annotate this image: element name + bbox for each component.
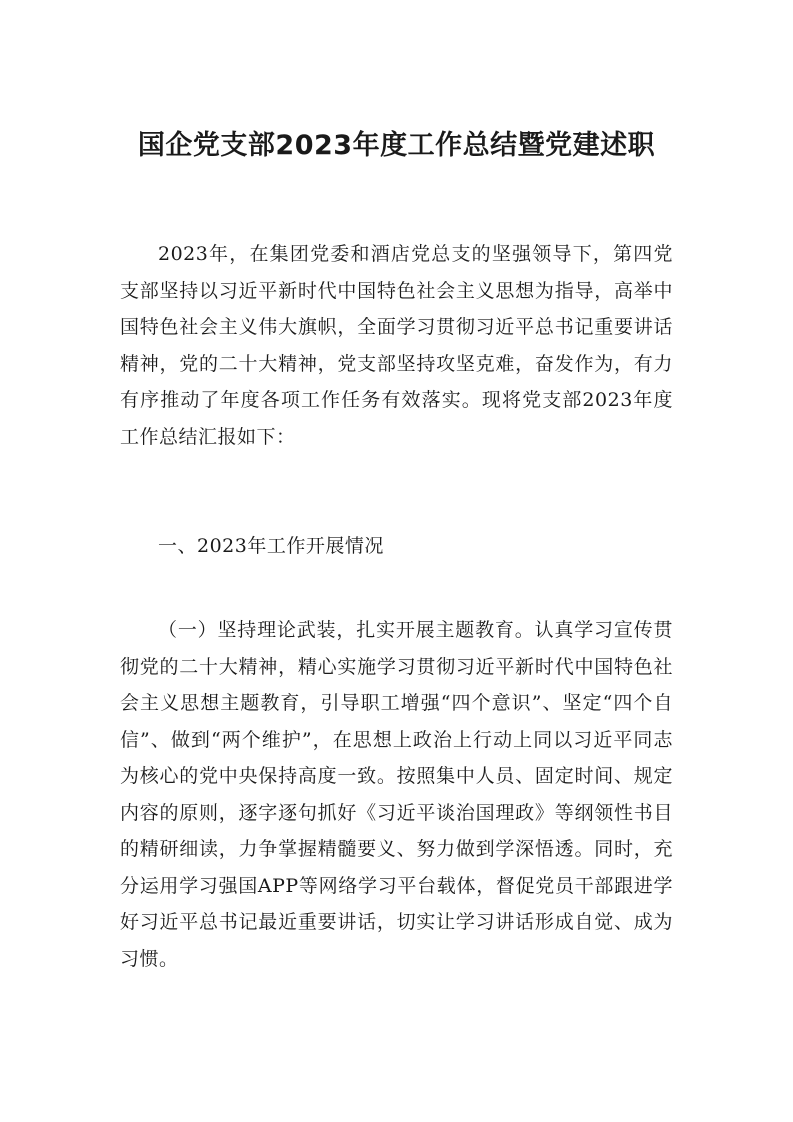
body-paragraph: （一）坚持理论武装，扎实开展主题教育。认真学习宣传贯彻党的二十大精神，精心实施学习贯彻习近平新时代中国特色社会主义思想主题教育，引导职工增强“四个意识”、坚定“四个自信”、做到“两个维护”，在思想上政治上行动上同以习近平同志为核心的党中央保持高度一致。按照集中人员、固定时间、规定内容的原则，逐字逐句抓好《习近平谈治国理政》等纲领性书目的精研细读，力争掌握精髓要义、努力做到学深悟透。同时，充分运用学习强国APP等网络学习平台载体，督促党员干部跟进学好习近平总书记最近重要讲话，切实让学习讲话形成自觉、成为习惯。	[120, 619, 673, 970]
section-heading: 一、2023年工作开展情况	[158, 535, 384, 557]
document-title: 国企党支部2023年度工作总结暨党建述职	[137, 130, 656, 161]
intro-paragraph: 2023年，在集团党委和酒店党总支的坚强领导下，第四党支部坚持以习近平新时代中国特色社会主义思想为指导，高举中国特色社会主义伟大旗帜，全面学习贯彻习近平总书记重要讲话精神，党的二十大精神，党支部坚持攻坚克难，奋发作为，有力有序推动了年度各项工作任务有效落实。现将党支部2023年度工作总结汇报如下：	[120, 243, 673, 448]
